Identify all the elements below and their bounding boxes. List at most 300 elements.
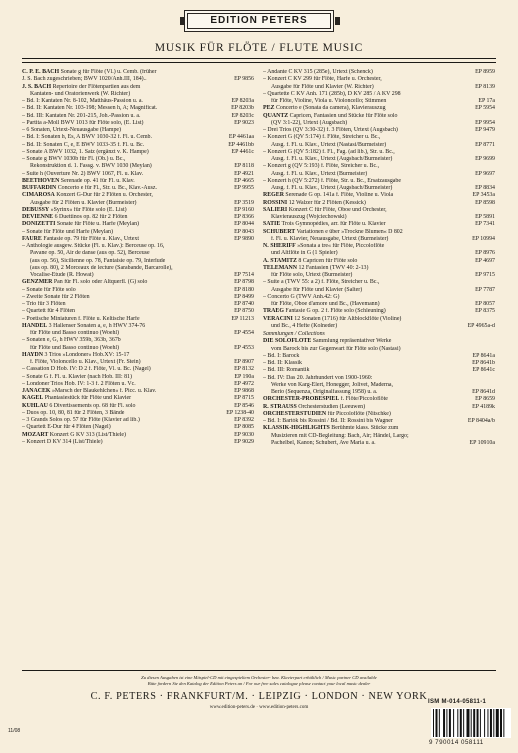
entry-text bbox=[22, 287, 76, 293]
entry-text bbox=[263, 98, 386, 104]
catalog-entry bbox=[22, 207, 254, 214]
entry-text bbox=[22, 352, 129, 358]
edition-number: EP 8976 bbox=[475, 250, 495, 257]
entry-title: – Londoner Trios Hob. IV: 1-3 f. 2 Flöten u. Vc. bbox=[22, 380, 136, 387]
edition-number: EP 10910a bbox=[469, 439, 495, 446]
entry-title: und Altflöte in G (1 Spieler) bbox=[271, 250, 338, 257]
edition-number: EP 1238-40 bbox=[226, 409, 254, 416]
entry-title: 8 Capricen für Flöte solo bbox=[296, 257, 358, 264]
entry-text bbox=[263, 265, 368, 271]
entry-title: Fantasie G op. 2 f. Flöte solo (Schleuning) bbox=[283, 308, 386, 315]
entry-text bbox=[22, 236, 139, 242]
edition-number: EP 8180 bbox=[234, 286, 254, 293]
catalog-entry bbox=[263, 221, 495, 228]
catalog-entry bbox=[263, 272, 495, 279]
entry-title: – Konzert g (QV 5:193) f. Flöte, Streicher u. Bc., bbox=[263, 163, 380, 170]
entry-title: – Suite h (Ouverture Nr. 2) BWV 1067, Fl. u. Klav. bbox=[22, 170, 144, 177]
entry-text bbox=[263, 279, 379, 285]
entry-text bbox=[263, 258, 357, 264]
entry-title: »Marsch der Blaukehlchen« f. Picc. u. Klav. bbox=[50, 388, 157, 394]
catalog-entry bbox=[22, 294, 254, 301]
entry-text bbox=[263, 229, 403, 235]
entry-text bbox=[22, 410, 124, 416]
catalog-entry bbox=[263, 360, 495, 367]
catalog-entry bbox=[263, 433, 495, 440]
edition-number: EP 4554 bbox=[234, 330, 254, 336]
entry-text bbox=[22, 316, 140, 322]
entry-text bbox=[263, 389, 377, 395]
entry-text bbox=[22, 156, 125, 162]
entry-title: Konzert G KV 313 (List/Thiele) bbox=[48, 431, 126, 438]
catalog-entry bbox=[263, 294, 495, 301]
entry-title: – Sonate für Flöte solo bbox=[22, 286, 76, 293]
catalog-entry bbox=[22, 214, 254, 221]
entry-title: – Andante C KV 315 (285e), Urtext (Schenck) bbox=[263, 69, 373, 75]
catalog-entry bbox=[22, 432, 254, 439]
entry-text bbox=[263, 185, 392, 191]
catalog-entry bbox=[22, 84, 254, 91]
entry-title: Concerto e (Sonata da camera), Klavierauszug bbox=[274, 105, 386, 112]
entry-text bbox=[22, 84, 140, 90]
entry-title: Musizieren mit CD-Begleitung: Bach, Air; Händel, Largo; bbox=[271, 432, 409, 439]
entry-text bbox=[22, 279, 147, 285]
entry-text bbox=[22, 178, 135, 184]
composer-name: TELEMANN bbox=[263, 264, 298, 271]
entry-text bbox=[22, 417, 140, 423]
entry-text bbox=[22, 76, 147, 82]
footnote-line: Zu diesen Ausgaben ist eine Mitspiel-CD mit eingespieltem Orchester- bzw. Klavierpart erhältlich / Music partner CD available bbox=[141, 675, 377, 680]
catalog-entry bbox=[22, 424, 254, 431]
catalog-entry bbox=[22, 287, 254, 294]
catalog-entry bbox=[22, 185, 254, 192]
catalog-entry bbox=[22, 236, 254, 243]
edition-number: EP 8715 bbox=[234, 395, 254, 402]
entry-title: – Anthologie ausgew. Stücke (Fl. u. Klav.): Berceuse op. 16, bbox=[22, 243, 165, 249]
catalog-entry bbox=[263, 265, 495, 272]
entry-text bbox=[263, 200, 366, 206]
print-code: 11/08 bbox=[8, 728, 21, 734]
entry-text bbox=[263, 294, 339, 300]
composer-name: ROSSINI bbox=[263, 199, 288, 206]
catalog-entry bbox=[22, 352, 254, 359]
catalog-entry bbox=[22, 439, 254, 446]
entry-text bbox=[22, 200, 137, 206]
catalog-entry bbox=[22, 98, 254, 105]
entry-text bbox=[263, 105, 386, 111]
bottom-rule bbox=[22, 670, 496, 671]
entry-title: Ausg. f. Fl. u. Klav., Urtext (Augsbach/Burmeister) bbox=[271, 185, 393, 191]
edition-number: EP 7787 bbox=[475, 286, 495, 293]
composer-name: KLASSIK-HIGHLIGHTS bbox=[263, 425, 330, 432]
edition-number: EP 8641d bbox=[472, 389, 495, 395]
entry-title: Ausgabe für Flöte und Klavier (W. Richter) bbox=[271, 83, 374, 90]
entry-title: für Flöte und Basso continuo (Woehl) bbox=[30, 344, 120, 351]
catalog-entry bbox=[22, 403, 254, 410]
catalog-entry bbox=[22, 374, 254, 381]
catalog-entry bbox=[263, 229, 495, 236]
entry-text bbox=[263, 171, 367, 177]
entry-title: »Sonata a tre« für Flöte, Piccoloflöte bbox=[295, 243, 385, 249]
entry-title: Ausg. f. Fl. u. Klav., Urtext (Burmeister) bbox=[271, 170, 368, 177]
edition-number: EP 9030 bbox=[234, 431, 254, 438]
catalog-entry bbox=[22, 258, 254, 265]
entry-text bbox=[22, 359, 141, 365]
catalog-entry bbox=[263, 346, 495, 353]
composer-name: HÄNDEL bbox=[22, 322, 48, 329]
entry-title: für Flöte, Violine, Viola u. Violoncello; Stimmen bbox=[271, 98, 387, 104]
catalog-entry bbox=[22, 221, 254, 228]
entry-title: – Sonate A BWV 1032, 1. Satz (ergänzt v. K. Hampe) bbox=[22, 148, 149, 155]
entry-title: – Konzert C KV 299 für Flöte, Harfe u. Orchester, bbox=[263, 76, 382, 83]
entry-title: – Bd. III: Kantaten Nr. 201-215, Joh.-Passion u. a. bbox=[22, 112, 141, 119]
catalog-entry bbox=[22, 192, 254, 199]
entry-title: Sonate g für Flöte (Vl.) u. Cemb. (früher bbox=[59, 69, 157, 75]
edition-number: EP 8798 bbox=[234, 279, 254, 286]
entry-text bbox=[22, 439, 103, 445]
entry-text bbox=[22, 120, 143, 126]
entry-title: Pachelbel, Kanon; Schubert, Ave Maria u. a. bbox=[271, 439, 376, 446]
edition-number: EP 4461c bbox=[231, 148, 254, 155]
entry-text bbox=[263, 207, 387, 213]
entry-text bbox=[22, 308, 75, 314]
catalog-entry bbox=[263, 323, 495, 330]
entry-text bbox=[263, 84, 374, 90]
catalog-entry bbox=[263, 185, 495, 192]
edition-number: EP 4965a-d bbox=[467, 322, 495, 329]
entry-title: – Duos op. 10, 80, 81 für 2 Flöten, 3 Bände bbox=[22, 409, 125, 416]
catalog-entry bbox=[263, 178, 495, 185]
catalog-entry bbox=[22, 105, 254, 112]
entry-title: Capricen, Fantasien und Stücke für Flöte solo bbox=[288, 112, 398, 119]
entry-text bbox=[22, 113, 140, 119]
edition-number: EP 8641a bbox=[472, 352, 495, 359]
entry-title: Pavane op. 50, Air de danse (aus op. 52), Berceuse bbox=[30, 250, 150, 257]
catalog-entry bbox=[263, 353, 495, 360]
entry-title: »Syrinx« für Flöte solo (E. List) bbox=[49, 206, 127, 213]
catalog-entry bbox=[22, 200, 254, 207]
catalog-entry bbox=[263, 163, 495, 170]
catalog-entry bbox=[22, 127, 254, 134]
entry-title: Konzert C für Flöte, Oboe und Orchester, bbox=[287, 206, 387, 213]
catalog-entry bbox=[263, 192, 495, 199]
edition-number: EP 4665 bbox=[234, 177, 254, 184]
catalog-entry bbox=[263, 250, 495, 257]
catalog-entry bbox=[22, 279, 254, 286]
catalog-entry bbox=[22, 345, 254, 352]
edition-number: EP 8750 bbox=[234, 308, 254, 315]
edition-number: EP 8203a bbox=[231, 98, 254, 104]
catalog-entry bbox=[263, 367, 495, 374]
entry-title: – Bd. II: Sonaten C, e, E BWV 1033-35 f. Fl. u. Bc. bbox=[22, 141, 145, 148]
edition-number: EP 4553 bbox=[234, 344, 254, 351]
edition-number: EP 8203c bbox=[231, 112, 254, 119]
entry-title: – Suite a (TWV 55: a 2) f. Flöte, Streicher u. Bc., bbox=[263, 279, 380, 286]
catalog-entry bbox=[263, 134, 495, 141]
footnote bbox=[22, 675, 496, 686]
entry-title: Rekonstruktion d. 1. Fassg. v. BWV 1030 (Meylan) bbox=[30, 163, 152, 170]
edition-number: EP 9479 bbox=[475, 127, 495, 133]
catalog-entry bbox=[22, 316, 254, 323]
catalog-entry bbox=[263, 338, 495, 345]
edition-number: EP 8959 bbox=[475, 69, 495, 75]
entry-title: – Konzert D KV 314 (List/Thiele) bbox=[22, 438, 103, 445]
catalog-entry bbox=[22, 142, 254, 149]
entry-title: und Bc., 4 Hefte (Kolneder) bbox=[271, 322, 338, 329]
catalog-entry bbox=[263, 389, 495, 396]
entry-text bbox=[263, 134, 380, 140]
composer-name: GENZMER bbox=[22, 279, 53, 286]
entry-text bbox=[263, 308, 386, 314]
entry-text bbox=[263, 411, 391, 417]
composer-name: JANÁČEK bbox=[22, 388, 51, 394]
edition-number: EP 9023 bbox=[234, 119, 254, 126]
composer-name: SALIERI bbox=[263, 206, 288, 213]
composer-name: VERACINI bbox=[263, 315, 293, 322]
entry-text bbox=[22, 214, 127, 220]
entry-text bbox=[22, 323, 145, 329]
entry-title: – Quartett E-Dur für 4 Flöten (Nagel) bbox=[22, 424, 111, 431]
entry-text bbox=[263, 433, 409, 439]
catalog-entry bbox=[263, 316, 495, 323]
entry-text bbox=[263, 440, 376, 446]
entry-title: – Drei Trios (QV 3:30-32) f. 3 Flöten, Urtext (Augsbach) bbox=[263, 127, 398, 133]
entry-title: – Sonate G f. Fl. u. Klavier (nach Hob. III: 81) bbox=[22, 373, 132, 380]
entry-text bbox=[22, 265, 173, 271]
entry-text bbox=[22, 149, 149, 155]
edition-number: EP 9868 bbox=[234, 388, 254, 394]
entry-text bbox=[263, 113, 398, 119]
edition-number: EP 8499 bbox=[234, 293, 254, 300]
edition-number: EP 8132 bbox=[234, 366, 254, 373]
catalog-entry bbox=[263, 404, 495, 411]
composer-name: SCHUBERT bbox=[263, 228, 296, 235]
entry-text bbox=[263, 127, 398, 133]
edition-number: EP 8044 bbox=[234, 221, 254, 228]
entry-text bbox=[22, 171, 143, 177]
entry-text bbox=[22, 134, 152, 140]
entry-title: – Bd. IV: Das 20. Jahrhundert von 1900-1960: bbox=[263, 374, 373, 381]
edition-number: EP 4189k bbox=[472, 403, 495, 410]
entry-title: – Poetische Miniaturen f. Flöte u. Keltische Harfe bbox=[22, 315, 140, 322]
edition-number: EP 8659 bbox=[475, 396, 495, 403]
catalog-entry bbox=[263, 113, 495, 120]
edition-number: EP 3453a bbox=[472, 192, 495, 199]
catalog-entry bbox=[263, 207, 495, 214]
barcode-graphic bbox=[431, 708, 511, 738]
entry-text bbox=[22, 294, 90, 300]
entry-title: Ausgabe für Flöte und Klavier (Salter) bbox=[271, 286, 363, 293]
entry-title: Concerto e für Fl., Str. u. Bc., Klav.-Ausz. bbox=[56, 185, 157, 191]
logo-text: EDITION PETERS bbox=[210, 15, 308, 26]
catalog-entry bbox=[263, 425, 495, 432]
catalog-entry bbox=[263, 69, 495, 76]
catalog-entry bbox=[22, 410, 254, 417]
entry-text bbox=[263, 396, 388, 402]
entry-title: Serenade op. 41 für Fl. u. Klav. bbox=[59, 177, 135, 184]
composer-name: REGER bbox=[263, 192, 284, 199]
catalog-entry bbox=[22, 417, 254, 424]
entry-text bbox=[22, 258, 165, 264]
entry-text bbox=[22, 91, 130, 97]
entry-text bbox=[263, 120, 347, 126]
entry-text bbox=[263, 418, 393, 424]
entry-title: – Bd. III: Romantik bbox=[263, 367, 310, 374]
catalog-entry bbox=[263, 382, 495, 389]
catalog-entry bbox=[263, 105, 495, 112]
entry-text bbox=[263, 156, 392, 162]
entry-title: (aus op. 56), Sicilienne op. 78, Fantaisie op. 79, Interlude bbox=[30, 257, 166, 264]
entry-text bbox=[263, 142, 386, 148]
catalog-entry bbox=[263, 127, 495, 134]
entry-title: – Zweite Sonate für 2 Flöten bbox=[22, 293, 90, 300]
composer-name: SATIE bbox=[263, 221, 281, 228]
edition-number: EP 4697 bbox=[475, 257, 495, 264]
composer-name: DEVIENNE bbox=[22, 214, 54, 220]
catalog-entry bbox=[263, 156, 495, 163]
entry-title: – Konzert h (QV 5:272) f. Flöte, Str. u. Bc., Ersatzausgabe bbox=[263, 177, 401, 184]
entry-title: Ausg. f. Fl. u. Klav., Urtext (Augsbach/Burmeister) bbox=[271, 156, 393, 162]
barcode bbox=[431, 708, 511, 738]
entry-text bbox=[22, 127, 121, 133]
entry-title: für Piccoloflöte (Nitschke) bbox=[326, 410, 391, 417]
entry-title: Sammlung repräsentativer Werke bbox=[311, 338, 392, 345]
composer-name: BEETHOVEN bbox=[22, 177, 60, 184]
composer-name: PEZ bbox=[263, 105, 275, 112]
edition-number: EP 8203b bbox=[231, 105, 254, 112]
entry-title: Konzert G-Dur für 2 Flöten u. Orchester, bbox=[54, 192, 153, 199]
edition-number: EP 8771 bbox=[475, 141, 495, 148]
catalog-entry bbox=[263, 440, 495, 447]
entry-text bbox=[22, 403, 135, 409]
entry-text bbox=[22, 337, 121, 343]
edition-number: EP 8118 bbox=[234, 163, 254, 170]
catalog-entry bbox=[22, 76, 254, 83]
edition-number: EP 8139 bbox=[475, 83, 495, 90]
entry-title: 6 Duettinos op. 82 für 2 Flöten bbox=[53, 214, 128, 220]
entry-text bbox=[22, 192, 153, 198]
entry-text bbox=[22, 395, 131, 401]
edition-number: EP 9856 bbox=[234, 76, 254, 83]
entry-title: 12 Fantasien (TWV 40: 2-13) bbox=[297, 264, 369, 271]
edition-number: EP 8834 bbox=[475, 185, 495, 191]
edition-number: EP 8740 bbox=[234, 301, 254, 307]
catalog-entry bbox=[22, 163, 254, 170]
entry-title: Repertoire der Flötenpartien aus dem bbox=[51, 83, 141, 90]
entry-text bbox=[22, 185, 157, 191]
edition-number: EP 8546 bbox=[234, 402, 254, 409]
top-rule bbox=[22, 58, 496, 59]
entry-text bbox=[22, 330, 119, 336]
entry-text bbox=[22, 374, 132, 380]
website-line: www.edition-peters.de · www.edition-peters.com bbox=[209, 705, 309, 710]
entry-title: – Concerto G (TWV Anh.42: G) bbox=[263, 293, 340, 300]
catalog-entry bbox=[22, 149, 254, 156]
entry-text bbox=[22, 243, 164, 249]
edition-number: EP 4972 bbox=[234, 380, 254, 387]
edition-number: EP 9890 bbox=[234, 235, 254, 242]
entry-text bbox=[263, 236, 388, 242]
edition-number: EP 5891 bbox=[475, 214, 495, 220]
entry-text bbox=[22, 207, 127, 213]
edition-number: EP 8366 bbox=[234, 214, 254, 220]
edition-number: EP 10994 bbox=[472, 235, 495, 242]
catalog-entry bbox=[22, 330, 254, 337]
edition-number: EP 7341 bbox=[475, 221, 495, 228]
entry-title: f. Fl. u. Klavier, Neuausgabe, Urtext (Burmeister) bbox=[271, 235, 389, 242]
entry-text bbox=[263, 353, 299, 359]
catalog-entry bbox=[263, 149, 495, 156]
entry-title: vom Barock bis zur Gegenwart für Flöte solo (Nastasi) bbox=[271, 345, 401, 352]
edition-peters-logo bbox=[184, 10, 334, 32]
ism-number: ISM M-014-05811-1 bbox=[428, 699, 487, 705]
entry-text bbox=[22, 366, 151, 372]
entry-text bbox=[263, 382, 393, 388]
composer-name: C. P. E. BACH bbox=[22, 69, 60, 75]
edition-number: EP 9160 bbox=[234, 206, 254, 213]
catalog-entry bbox=[263, 214, 495, 221]
edition-number: EP 4921 bbox=[234, 170, 254, 177]
composer-name: KAGEL bbox=[22, 395, 44, 402]
entry-text bbox=[22, 69, 156, 75]
edition-number: EP 9955 bbox=[234, 185, 254, 191]
edition-number: EP 4461aa bbox=[228, 134, 254, 141]
entry-title: – Sonate g BWV 1030b für Fl. (Ob.) u. Bc., bbox=[22, 156, 126, 162]
catalog-entry bbox=[22, 243, 254, 250]
entry-text bbox=[22, 98, 143, 104]
publisher-line: C. F. PETERS · FRANKFURT/M. · LEIPZIG · LONDON · NEW YORK bbox=[90, 691, 428, 702]
edition-number: EP 9697 bbox=[475, 170, 495, 177]
catalog-entry bbox=[22, 265, 254, 272]
composer-name: ORCHESTER-PROBESPIEL bbox=[263, 396, 340, 403]
entry-title: Berühmte klass. Stücke zum bbox=[329, 425, 399, 432]
entry-title: Trois Gymnopédies, arr. für Flöte u. Klavier bbox=[280, 221, 386, 228]
barcode-number: 9 790014 058111 bbox=[429, 739, 484, 746]
entry-title: Vocalise-Étude (R. Howat) bbox=[30, 272, 94, 278]
edition-number: EP 9715 bbox=[475, 272, 495, 278]
entry-text bbox=[22, 381, 136, 387]
entry-text bbox=[22, 221, 139, 227]
edition-number: EP 8375 bbox=[475, 308, 495, 315]
entry-title: 12 Sonaten (1716) für Altblockflöte (Violine) bbox=[292, 315, 402, 322]
edition-number: EP 17a bbox=[478, 98, 495, 104]
footnote-line: Bitte fordern Sie den Katalog der Edition Peters an / For our free sales catalogue please contact your local music dealer bbox=[147, 680, 371, 686]
entry-text bbox=[263, 250, 338, 256]
entry-title: – Cassation D Hob. IV: D 2 f. Flöte, Vl. u. Bc. (Nagel) bbox=[22, 366, 151, 373]
edition-number: EP 8404a/b bbox=[467, 418, 495, 424]
entry-title: Phantasiestück für Flöte und Klavier bbox=[43, 395, 132, 402]
catalog-entry bbox=[263, 301, 495, 308]
edition-number: EP 5954 bbox=[475, 105, 495, 112]
entry-text bbox=[263, 149, 395, 155]
composer-name: N. SHERIFF bbox=[263, 243, 296, 249]
catalog-entry bbox=[263, 98, 495, 105]
composer-name: ORCHESTERSTUDIEN bbox=[263, 410, 327, 417]
entry-text bbox=[22, 250, 150, 256]
entry-text bbox=[263, 192, 393, 198]
catalog-entry bbox=[22, 229, 254, 236]
entry-text bbox=[263, 323, 337, 329]
entry-title: Ausg. f. Fl. u. Klav., Urtext (Nastasi/Burmeister) bbox=[271, 141, 387, 148]
catalog-entry bbox=[263, 411, 495, 418]
catalog-entry bbox=[22, 156, 254, 163]
composer-name: DIE SOLOFLÖTE bbox=[263, 338, 312, 345]
entry-text bbox=[263, 221, 386, 227]
entry-text bbox=[263, 360, 302, 366]
entry-text bbox=[22, 388, 156, 394]
catalog-entry bbox=[22, 359, 254, 366]
edition-number: EP 190a bbox=[234, 373, 254, 380]
entry-text bbox=[22, 301, 66, 307]
